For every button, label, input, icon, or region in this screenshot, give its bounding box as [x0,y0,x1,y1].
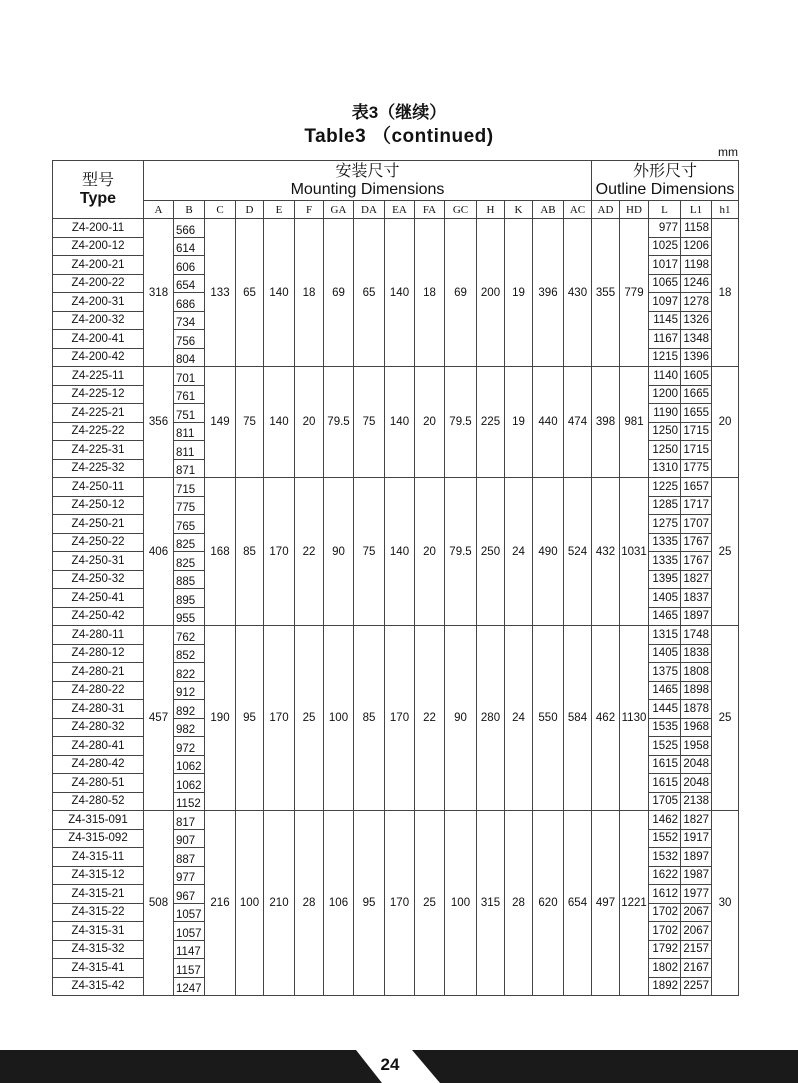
column-header-c: C [205,201,236,219]
ea-cell: 140 [385,478,415,626]
ga-cell: 100 [324,626,354,811]
l1-cell: 2157 [681,940,712,959]
b-cell: 871 [174,459,205,478]
b-cell: 762 [174,626,205,645]
ab-cell: 550 [533,626,564,811]
ga-cell: 69 [324,219,354,367]
b-cell: 566 [174,219,205,238]
b-cell: 1147 [174,940,205,959]
a-cell: 457 [144,626,174,811]
l1-cell: 2067 [681,922,712,941]
gc-cell: 79.5 [445,478,477,626]
ad-cell: 432 [592,478,620,626]
l1-cell: 1198 [681,256,712,275]
l-cell: 977 [649,219,681,238]
b-cell: 1062 [174,755,205,774]
l-cell: 1702 [649,903,681,922]
type-cell: Z4-280-52 [53,792,144,811]
type-cell: Z4-315-32 [53,940,144,959]
l-cell: 1465 [649,607,681,626]
l-cell: 1200 [649,385,681,404]
l1-cell: 1748 [681,626,712,645]
l1-cell: 2067 [681,903,712,922]
b-cell: 912 [174,681,205,700]
l1-cell: 2257 [681,977,712,996]
l-cell: 1250 [649,441,681,460]
type-cell: Z4-280-42 [53,755,144,774]
l-cell: 1225 [649,478,681,497]
b-cell: 804 [174,348,205,367]
type-cell: Z4-280-11 [53,626,144,645]
e-cell: 140 [264,219,295,367]
b-cell: 686 [174,293,205,312]
h1-cell: 25 [712,478,739,626]
column-header-fa: FA [415,201,445,219]
l1-cell: 1326 [681,311,712,330]
type-cell: Z4-200-32 [53,311,144,330]
ac-cell: 524 [564,478,592,626]
type-cell: Z4-225-11 [53,367,144,386]
h-cell: 280 [477,626,505,811]
l-cell: 1335 [649,533,681,552]
h-cell: 250 [477,478,505,626]
type-header-en: Type [79,189,117,207]
unit-label: mm [718,145,738,159]
type-cell: Z4-250-41 [53,589,144,608]
l-cell: 1612 [649,885,681,904]
column-header-da: DA [354,201,385,219]
l-cell: 1097 [649,293,681,312]
l1-cell: 1246 [681,274,712,293]
hd-cell: 1130 [620,626,649,811]
ab-cell: 440 [533,367,564,478]
table-row [53,367,739,386]
b-cell: 822 [174,663,205,682]
l-cell: 1275 [649,515,681,534]
d-cell: 100 [236,811,264,996]
type-cell: Z4-315-42 [53,977,144,996]
ab-cell: 620 [533,811,564,996]
a-cell: 356 [144,367,174,478]
b-cell: 895 [174,589,205,608]
b-cell: 1247 [174,977,205,996]
type-cell: Z4-250-22 [53,533,144,552]
ad-cell: 497 [592,811,620,996]
ga-cell: 90 [324,478,354,626]
l-cell: 1525 [649,737,681,756]
gc-cell: 69 [445,219,477,367]
b-cell: 1062 [174,774,205,793]
type-cell: Z4-250-11 [53,478,144,497]
l-cell: 1215 [649,348,681,367]
l-cell: 1622 [649,866,681,885]
b-cell: 614 [174,237,205,256]
column-header-f: F [295,201,324,219]
b-cell: 955 [174,607,205,626]
l1-cell: 1206 [681,237,712,256]
k-cell: 24 [505,626,533,811]
type-cell: Z4-200-11 [53,219,144,238]
l-cell: 1462 [649,811,681,830]
l-cell: 1065 [649,274,681,293]
l-cell: 1335 [649,552,681,571]
l1-cell: 1657 [681,478,712,497]
c-cell: 133 [205,219,236,367]
e-cell: 170 [264,478,295,626]
ea-cell: 170 [385,811,415,996]
l-cell: 1465 [649,681,681,700]
mounting-header-en: Mounting Dimensions [290,180,445,198]
b-cell: 654 [174,274,205,293]
d-cell: 75 [236,367,264,478]
l1-cell: 1897 [681,607,712,626]
column-header-gc: GC [445,201,477,219]
da-cell: 75 [354,367,385,478]
a-cell: 508 [144,811,174,996]
fa-cell: 20 [415,478,445,626]
l1-cell: 2048 [681,774,712,793]
column-header-row [53,201,739,219]
type-cell: Z4-280-51 [53,774,144,793]
k-cell: 28 [505,811,533,996]
l-cell: 1310 [649,459,681,478]
h1-cell: 25 [712,626,739,811]
l1-cell: 1717 [681,496,712,515]
hd-cell: 779 [620,219,649,367]
type-cell: Z4-280-31 [53,700,144,719]
l1-cell: 1878 [681,700,712,719]
ab-cell: 490 [533,478,564,626]
type-cell: Z4-200-31 [53,293,144,312]
l-cell: 1615 [649,774,681,793]
ga-cell: 106 [324,811,354,996]
b-cell: 972 [174,737,205,756]
l1-cell: 1278 [681,293,712,312]
type-cell: Z4-315-092 [53,829,144,848]
type-cell: Z4-250-21 [53,515,144,534]
dimensions-table [52,160,739,996]
hd-cell: 1031 [620,478,649,626]
c-cell: 190 [205,626,236,811]
l1-cell: 1715 [681,422,712,441]
type-cell: Z4-280-22 [53,681,144,700]
e-cell: 210 [264,811,295,996]
outline-header-cn: 外形尺寸 [632,162,697,180]
table-body [53,219,739,996]
l1-cell: 1827 [681,570,712,589]
c-cell: 168 [205,478,236,626]
table-row [53,219,739,238]
l1-cell: 1605 [681,367,712,386]
column-header-h1: h1 [712,201,739,219]
l-cell: 1285 [649,496,681,515]
l-cell: 1395 [649,570,681,589]
table-row [53,626,739,645]
l-cell: 1552 [649,829,681,848]
column-header-h: H [477,201,505,219]
ea-cell: 170 [385,626,415,811]
l1-cell: 1655 [681,404,712,423]
ab-cell: 396 [533,219,564,367]
l-cell: 1167 [649,330,681,349]
type-cell: Z4-200-21 [53,256,144,275]
type-cell: Z4-280-41 [53,737,144,756]
outline-dimensions-header [592,161,739,201]
l-cell: 1532 [649,848,681,867]
b-cell: 825 [174,552,205,571]
c-cell: 149 [205,367,236,478]
type-cell: Z4-315-091 [53,811,144,830]
h-cell: 200 [477,219,505,367]
l1-cell: 1837 [681,589,712,608]
l1-cell: 1767 [681,533,712,552]
l-cell: 1025 [649,237,681,256]
column-header-ac: AC [564,201,592,219]
type-cell: Z4-225-31 [53,441,144,460]
l-cell: 1017 [649,256,681,275]
type-header-cn: 型号 [81,171,114,189]
f-cell: 18 [295,219,324,367]
l-cell: 1892 [649,977,681,996]
e-cell: 170 [264,626,295,811]
l-cell: 1615 [649,755,681,774]
b-cell: 761 [174,385,205,404]
fa-cell: 20 [415,367,445,478]
b-cell: 756 [174,330,205,349]
l1-cell: 2138 [681,792,712,811]
type-cell: Z4-315-41 [53,959,144,978]
type-cell: Z4-315-12 [53,866,144,885]
type-cell: Z4-315-11 [53,848,144,867]
da-cell: 95 [354,811,385,996]
gc-cell: 100 [445,811,477,996]
h1-cell: 30 [712,811,739,996]
b-cell: 907 [174,829,205,848]
ac-cell: 654 [564,811,592,996]
b-cell: 775 [174,496,205,515]
h1-cell: 18 [712,219,739,367]
l-cell: 1705 [649,792,681,811]
b-cell: 1152 [174,792,205,811]
h-cell: 315 [477,811,505,996]
type-cell: Z4-200-12 [53,237,144,256]
e-cell: 140 [264,367,295,478]
l1-cell: 1958 [681,737,712,756]
hd-cell: 1221 [620,811,649,996]
b-cell: 1057 [174,903,205,922]
type-cell: Z4-250-32 [53,570,144,589]
l1-cell: 1827 [681,811,712,830]
type-cell: Z4-200-42 [53,348,144,367]
l-cell: 1445 [649,700,681,719]
column-header-ab: AB [533,201,564,219]
l-cell: 1405 [649,644,681,663]
column-header-d: D [236,201,264,219]
da-cell: 75 [354,478,385,626]
c-cell: 216 [205,811,236,996]
k-cell: 24 [505,478,533,626]
column-header-ad: AD [592,201,620,219]
l1-cell: 1917 [681,829,712,848]
l-cell: 1190 [649,404,681,423]
page-number: 24 [380,1055,400,1074]
l-cell: 1405 [649,589,681,608]
l1-cell: 1348 [681,330,712,349]
l1-cell: 2048 [681,755,712,774]
ac-cell: 430 [564,219,592,367]
l-cell: 1792 [649,940,681,959]
page-title-cn: 表3（继续） [351,103,447,122]
da-cell: 85 [354,626,385,811]
b-cell: 751 [174,404,205,423]
f-cell: 20 [295,367,324,478]
k-cell: 19 [505,219,533,367]
d-cell: 65 [236,219,264,367]
ea-cell: 140 [385,219,415,367]
b-cell: 734 [174,311,205,330]
ad-cell: 355 [592,219,620,367]
l-cell: 1535 [649,718,681,737]
b-cell: 887 [174,848,205,867]
k-cell: 19 [505,367,533,478]
b-cell: 1157 [174,959,205,978]
column-header-ea: EA [385,201,415,219]
b-cell: 852 [174,644,205,663]
l1-cell: 1707 [681,515,712,534]
type-cell: Z4-225-12 [53,385,144,404]
l1-cell: 2167 [681,959,712,978]
l-cell: 1802 [649,959,681,978]
l-cell: 1375 [649,663,681,682]
ga-cell: 79.5 [324,367,354,478]
gc-cell: 79.5 [445,367,477,478]
b-cell: 765 [174,515,205,534]
type-cell: Z4-280-21 [53,663,144,682]
l1-cell: 1987 [681,866,712,885]
column-header-e: E [264,201,295,219]
l1-cell: 1715 [681,441,712,460]
type-cell: Z4-200-22 [53,274,144,293]
type-cell: Z4-250-12 [53,496,144,515]
column-header-l1: L1 [681,201,712,219]
type-cell: Z4-280-12 [53,644,144,663]
type-cell: Z4-200-41 [53,330,144,349]
type-cell: Z4-315-22 [53,903,144,922]
b-cell: 977 [174,866,205,885]
b-cell: 811 [174,422,205,441]
l1-cell: 1396 [681,348,712,367]
type-cell: Z4-315-21 [53,885,144,904]
ac-cell: 474 [564,367,592,478]
type-cell: Z4-225-22 [53,422,144,441]
h1-cell: 20 [712,367,739,478]
b-cell: 701 [174,367,205,386]
b-cell: 982 [174,718,205,737]
l1-cell: 1838 [681,644,712,663]
column-header-k: K [505,201,533,219]
type-cell: Z4-280-32 [53,718,144,737]
l1-cell: 1898 [681,681,712,700]
fa-cell: 22 [415,626,445,811]
d-cell: 95 [236,626,264,811]
column-header-hd: HD [620,201,649,219]
ad-cell: 398 [592,367,620,478]
ea-cell: 140 [385,367,415,478]
type-cell: Z4-225-21 [53,404,144,423]
b-cell: 885 [174,570,205,589]
type-header [53,161,144,219]
fa-cell: 18 [415,219,445,367]
column-header-l: L [649,201,681,219]
hd-cell: 981 [620,367,649,478]
l1-cell: 1968 [681,718,712,737]
b-cell: 825 [174,533,205,552]
b-cell: 817 [174,811,205,830]
table-row [53,478,739,497]
l-cell: 1250 [649,422,681,441]
f-cell: 25 [295,626,324,811]
l1-cell: 1977 [681,885,712,904]
l1-cell: 1665 [681,385,712,404]
b-cell: 606 [174,256,205,275]
l1-cell: 1897 [681,848,712,867]
table-row [53,811,739,830]
b-cell: 811 [174,441,205,460]
type-cell: Z4-315-31 [53,922,144,941]
l-cell: 1702 [649,922,681,941]
type-cell: Z4-250-42 [53,607,144,626]
column-header-a: A [144,201,174,219]
column-header-b: B [174,201,205,219]
fa-cell: 25 [415,811,445,996]
a-cell: 406 [144,478,174,626]
mounting-dimensions-header [144,161,592,201]
f-cell: 28 [295,811,324,996]
l-cell: 1140 [649,367,681,386]
l1-cell: 1767 [681,552,712,571]
page-title-en: Table3 （continued) [304,126,494,147]
ad-cell: 462 [592,626,620,811]
type-cell: Z4-250-31 [53,552,144,571]
b-cell: 715 [174,478,205,497]
outline-header-en: Outline Dimensions [595,180,735,198]
l-cell: 1145 [649,311,681,330]
d-cell: 85 [236,478,264,626]
l1-cell: 1158 [681,219,712,238]
b-cell: 892 [174,700,205,719]
mounting-header-cn: 安装尺寸 [335,162,400,180]
column-header-ga: GA [324,201,354,219]
f-cell: 22 [295,478,324,626]
l1-cell: 1775 [681,459,712,478]
type-cell: Z4-225-32 [53,459,144,478]
h-cell: 225 [477,367,505,478]
ac-cell: 584 [564,626,592,811]
da-cell: 65 [354,219,385,367]
l1-cell: 1808 [681,663,712,682]
b-cell: 967 [174,885,205,904]
gc-cell: 90 [445,626,477,811]
a-cell: 318 [144,219,174,367]
b-cell: 1057 [174,922,205,941]
l-cell: 1315 [649,626,681,645]
